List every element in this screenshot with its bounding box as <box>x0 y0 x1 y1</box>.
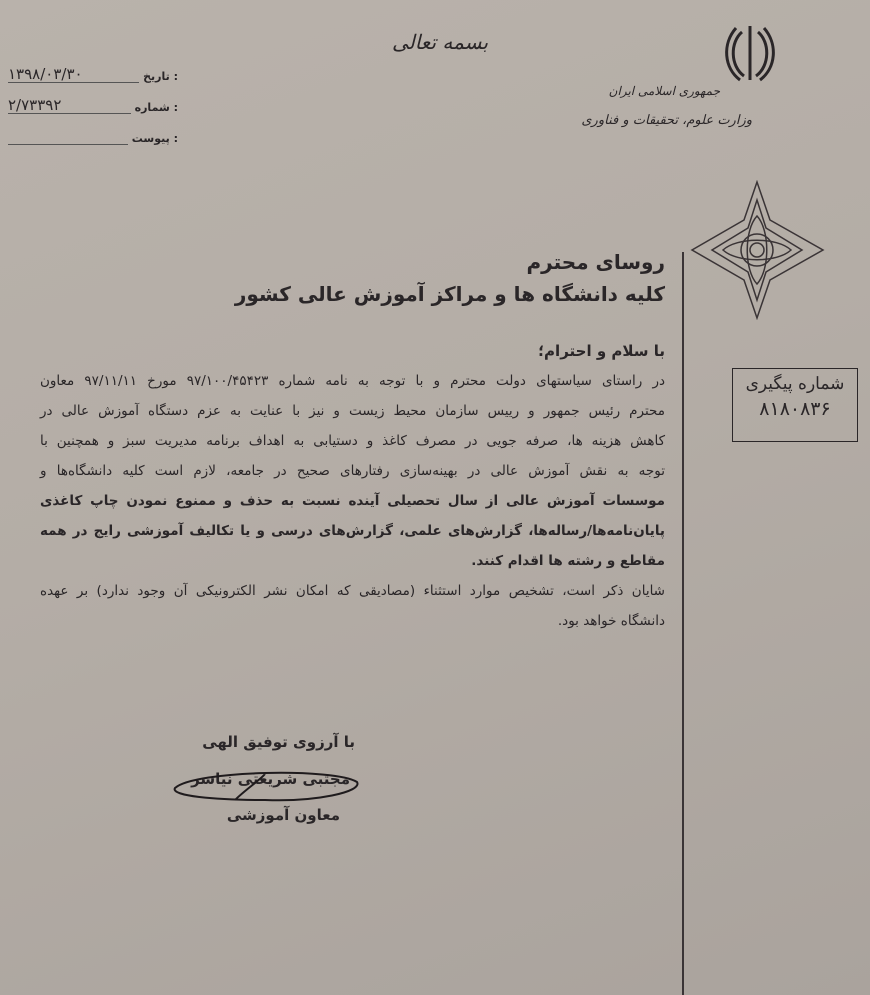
stamp-title: شماره پیگیری <box>745 374 845 394</box>
recipient-title: روسای محترم <box>526 250 665 274</box>
signer-title: معاون آموزشی <box>226 806 340 824</box>
iran-emblem-icon <box>722 22 778 84</box>
body-line: مقاطع و رشته ها اقدام کنند. <box>471 553 665 569</box>
signer-name: مجتبی شریعتی نیاسر <box>191 770 350 788</box>
tracking-number-stamp <box>732 368 858 442</box>
ministry-name: وزارت علوم، تحقیقات و فناوری <box>581 113 752 128</box>
greeting: با سلام و احترام؛ <box>538 342 665 360</box>
body-line: کاهش هزینه ها، صرفه جویی در مصرف کاغذ و دستیابی به اهداف برنامه مدیریت سبز و همچنین با <box>40 433 665 449</box>
body-line: محترم رئیس جمهور و رییس سازمان محیط زیست و نیز با عنایت به عزم دستگاه آموزش عالی در <box>40 403 665 419</box>
ornament-icon <box>690 180 825 320</box>
signature-icon <box>165 760 365 810</box>
bismillah-heading: بسمه تعالی <box>391 30 489 54</box>
body-line: دانشگاه خواهد بود. <box>557 613 665 629</box>
date-field <box>8 66 178 83</box>
body-line: شایان ذکر است، تشخیص موارد استثناء (مصادیقی که امکان نشر الکترونیکی آن وجود ندارد) بر عهده <box>40 583 665 599</box>
date-value: ۱۳۹۸/۰۳/۳۰ <box>8 66 139 83</box>
attachment-field <box>8 132 178 145</box>
body-line: پایان‌نامه‌ها/رساله‌ها، گزارش‌های علمی، گزارش‌های درسی و یا تکالیف آموزشی رایج در همه <box>40 523 665 539</box>
org-name: جمهوری اسلامی ایران <box>608 84 720 98</box>
margin-divider <box>682 252 684 995</box>
date-label: تاریخ : <box>143 70 178 83</box>
body-line: در راستای سیاستهای دولت محترم و با توجه به نامه شماره ۹۷/۱۰۰/۴۵۴۲۳ مورخ ۹۷/۱۱/۱۱ معاون <box>40 373 665 389</box>
number-field <box>8 97 178 114</box>
attachment-label: پیوست : <box>131 132 178 145</box>
stamp-number: ۸۱۸۰۸۳۶ <box>759 398 831 420</box>
letter-body <box>40 336 665 636</box>
number-label: شماره : <box>134 101 178 114</box>
closing-wish: با آرزوی توفیق الهی <box>202 733 355 751</box>
number-value: ۲/۷۳۳۹۲ <box>8 97 131 114</box>
body-line: موسسات آموزش عالی از سال تحصیلی آینده نسبت به حذف و ممنوع نمودن چاپ کاغذی <box>40 493 665 509</box>
recipient-subtitle: کلیه دانشگاه ها و مراکز آموزش عالی کشور <box>234 282 665 306</box>
attachment-value <box>8 138 128 145</box>
body-line: توجه به نقش آموزش عالی در بهینه‌سازی رفتارهای صحیح در جامعه، لازم است کلیه دانشگاه‌ها و <box>40 463 665 479</box>
